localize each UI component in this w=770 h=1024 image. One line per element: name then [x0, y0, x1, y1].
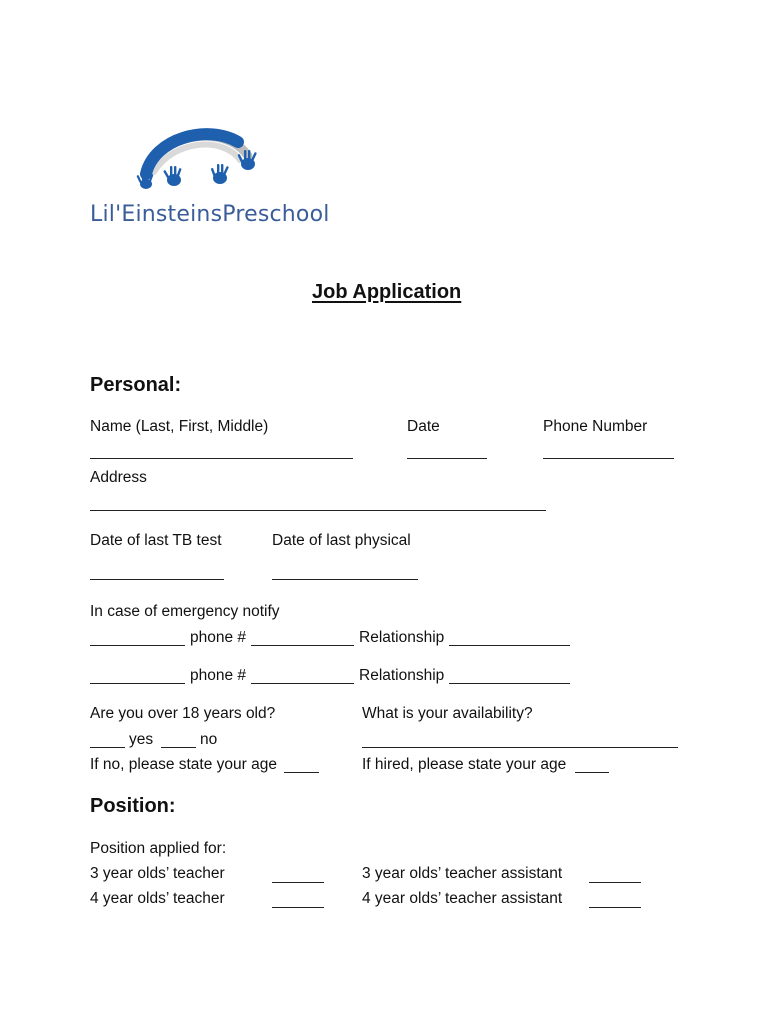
- emergency-phone-label: phone #: [190, 629, 247, 646]
- position-option-field[interactable]: [272, 907, 324, 908]
- position-option-field[interactable]: [589, 882, 641, 883]
- phone-label: Phone Number: [543, 418, 648, 435]
- relationship-field[interactable]: [449, 683, 570, 684]
- address-label: Address: [90, 469, 147, 486]
- relationship-field[interactable]: [449, 645, 570, 646]
- position-heading: Position:: [90, 795, 176, 817]
- page-title: Job Application: [312, 281, 462, 303]
- emergency-phone-field[interactable]: [251, 683, 354, 684]
- preschool-logo-text: [90, 202, 330, 227]
- emergency-contact-field[interactable]: [90, 645, 185, 646]
- emergency-contact-field[interactable]: [90, 683, 185, 684]
- hired-age-field[interactable]: [575, 772, 609, 773]
- position-option-field[interactable]: [272, 882, 324, 883]
- age-field[interactable]: [284, 772, 319, 773]
- physical-field[interactable]: [272, 579, 418, 580]
- address-field[interactable]: [90, 510, 546, 511]
- no-field[interactable]: [161, 747, 196, 748]
- yes-field[interactable]: [90, 747, 125, 748]
- age-label: If no, please state your age: [90, 756, 277, 773]
- name-field[interactable]: [90, 458, 353, 459]
- logo-text-part: Preschool: [222, 202, 330, 227]
- position-option: 4 year olds’ teacher assistant: [362, 890, 563, 907]
- physical-label: Date of last physical: [272, 532, 411, 549]
- relationship-label: Relationship: [359, 629, 445, 646]
- availability-label: What is your availability?: [362, 705, 533, 722]
- hired-age-label: If hired, please state your age: [362, 756, 567, 773]
- date-field[interactable]: [407, 458, 487, 459]
- relationship-label: Relationship: [359, 667, 445, 684]
- no-label: no: [200, 731, 218, 748]
- tb-test-field[interactable]: [90, 579, 224, 580]
- date-label: Date: [407, 418, 440, 435]
- name-label: Name (Last, First, Middle): [90, 418, 269, 435]
- hand-print-icon: [211, 164, 229, 184]
- logo-text-part: Lil': [90, 202, 122, 227]
- yes-label: yes: [129, 731, 154, 748]
- phone-field[interactable]: [543, 458, 674, 459]
- emergency-label: In case of emergency notify: [90, 603, 280, 620]
- position-option: 3 year olds’ teacher: [90, 865, 225, 882]
- emergency-phone-field[interactable]: [251, 645, 354, 646]
- position-option: 3 year olds’ teacher assistant: [362, 865, 563, 882]
- emergency-phone-label: phone #: [190, 667, 247, 684]
- personal-heading: Personal:: [90, 374, 182, 396]
- position-applied-label: Position applied for:: [90, 840, 227, 857]
- over-18-label: Are you over 18 years old?: [90, 705, 276, 722]
- availability-field[interactable]: [362, 747, 678, 748]
- hand-print-icon: [163, 166, 182, 186]
- position-option-field[interactable]: [589, 907, 641, 908]
- logo-text-part: Einsteins: [121, 202, 223, 227]
- tb-test-label: Date of last TB test: [90, 532, 222, 549]
- position-option: 4 year olds’ teacher: [90, 890, 225, 907]
